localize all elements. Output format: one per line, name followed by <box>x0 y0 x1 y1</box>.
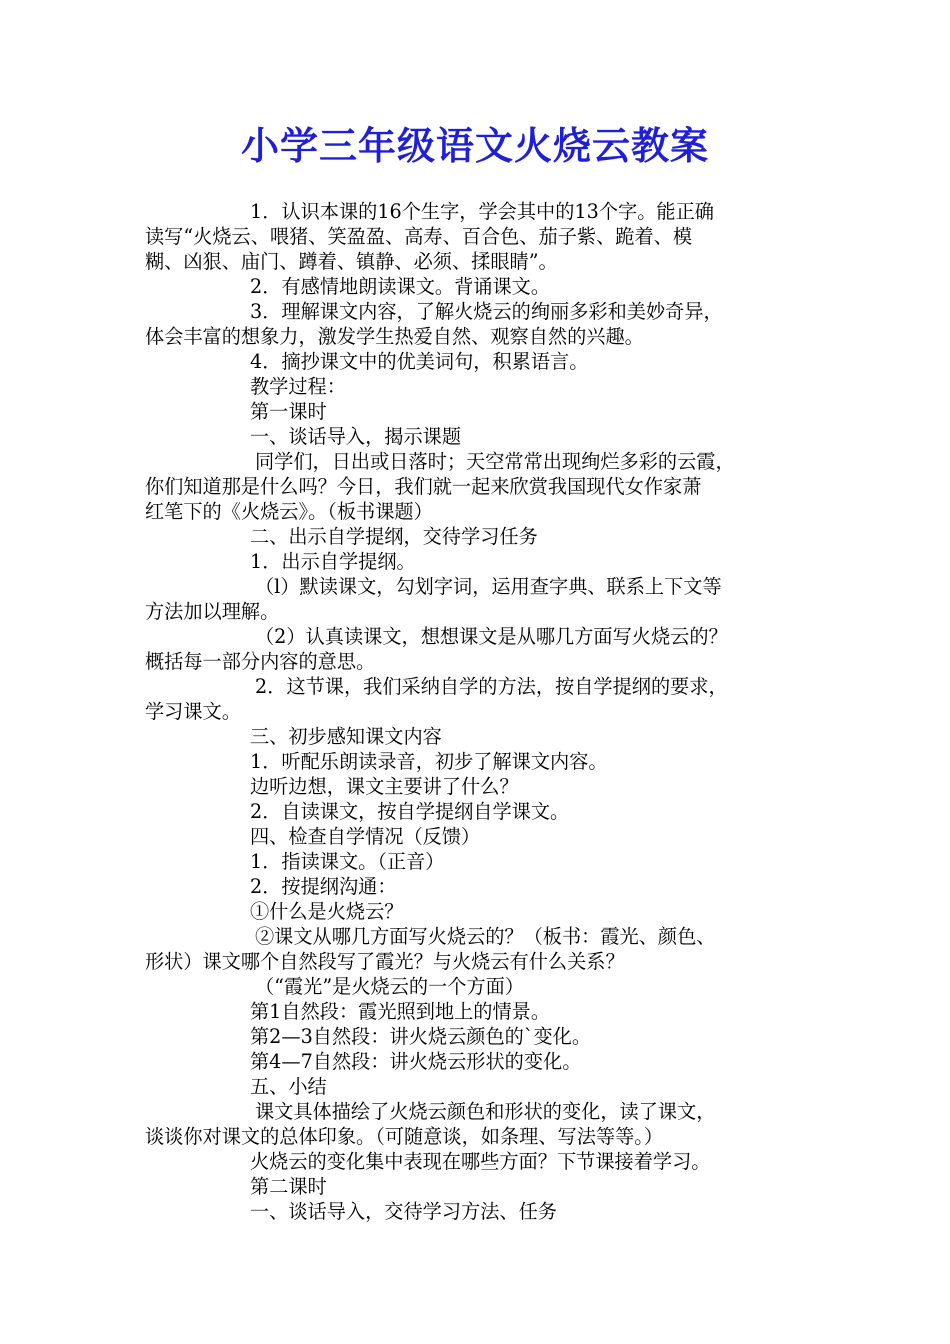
body-line: 第一课时 <box>250 400 327 423</box>
body-line: 2．自读课文，按自学提纲自学课文。 <box>250 800 570 823</box>
body-line: 体会丰富的想象力，激发学生热爱自然、观察自然的兴趣。 <box>145 325 644 348</box>
body-line: 红笔下的《火烧云》。（板书课题） <box>145 500 433 523</box>
body-line: 4．摘抄课文中的优美词句，积累语言。 <box>250 350 589 373</box>
body-line: 形状）课文哪个自然段写了霞光？与火烧云有什么关系？ <box>145 950 625 973</box>
body-line: 三、初步感知课文内容 <box>250 725 442 748</box>
body-line: 二、出示自学提纲，交待学习任务 <box>250 525 538 548</box>
body-line: 第2—3自然段：讲火烧云颜色的`变化。 <box>250 1025 592 1048</box>
body-line: （2）认真读课文，想想课文是从哪几方面写火烧云的？ <box>255 625 728 648</box>
body-line: 糊、凶狠、庙门、蹲着、镇静、必须、揉眼睛”。 <box>145 250 558 273</box>
body-line: （“霞光”是火烧云的一个方面） <box>255 975 525 998</box>
body-line: 边听边想，课文主要讲了什么？ <box>250 775 519 798</box>
body-line: 方法加以理解。 <box>145 600 280 623</box>
body-line: 四、检查自学情况（反馈） <box>250 825 481 848</box>
body-line: 一、谈话导入，揭示课题 <box>250 425 462 448</box>
body-line: 谈谈你对课文的总体印象。（可随意谈，如条理、写法等等。） <box>145 1125 664 1148</box>
page-title: 小学三年级语文火烧云教案 <box>240 124 709 168</box>
body-line: 1．认识本课的16个生字，学会其中的13个字。能正确 <box>250 200 714 223</box>
body-line: 1．指读课文。（正音） <box>250 850 445 873</box>
body-line: 课文具体描绘了火烧云颜色和形状的变化，读了课文， <box>255 1100 716 1123</box>
body-line: 第二课时 <box>250 1175 327 1198</box>
body-line: 读写“火烧云、喂猪、笑盈盈、高寿、百合色、茄子紫、跪着、模 <box>145 225 693 248</box>
body-line: 教学过程： <box>250 375 346 398</box>
body-line: 概括每一部分内容的意思。 <box>145 650 376 673</box>
body-line: 你们知道那是什么吗？今日，我们就一起来欣赏我国现代女作家萧 <box>145 475 702 498</box>
body-line: 3．理解课文内容，了解火烧云的绚丽多彩和美妙奇异， <box>250 300 723 323</box>
body-line: 五、小结 <box>250 1075 327 1098</box>
body-line: 1．听配乐朗读录音，初步了解课文内容。 <box>250 750 608 773</box>
body-line: 1．出示自学提纲。 <box>250 550 416 573</box>
body-line: 2．有感情地朗读课文。背诵课文。 <box>250 275 551 298</box>
body-line: 同学们，日出或日落时；天空常常出现绚烂多彩的云霞， <box>255 450 735 473</box>
body-line: 第1自然段：霞光照到地上的情景。 <box>250 1000 551 1023</box>
body-line: 火烧云的变化集中表现在哪些方面？下节课接着学习。 <box>250 1150 711 1173</box>
body-line: 2．这节课，我们采纳自学的方法，按自学提纲的要求， <box>255 675 728 698</box>
body-line: ②课文从哪几方面写火烧云的？（板书：霞光、颜色、 <box>255 925 716 948</box>
body-line: 2．按提纲沟通： <box>250 875 397 898</box>
body-line: ①什么是火烧云？ <box>250 900 404 923</box>
body-line: 一、谈话导入，交待学习方法、任务 <box>250 1200 557 1223</box>
body-line: 学习课文。 <box>145 700 241 723</box>
body-line: （l）默读课文，勾划字词，运用查字典、联系上下文等 <box>255 575 722 598</box>
body-line: 第4—7自然段：讲火烧云形状的变化。 <box>250 1050 582 1073</box>
